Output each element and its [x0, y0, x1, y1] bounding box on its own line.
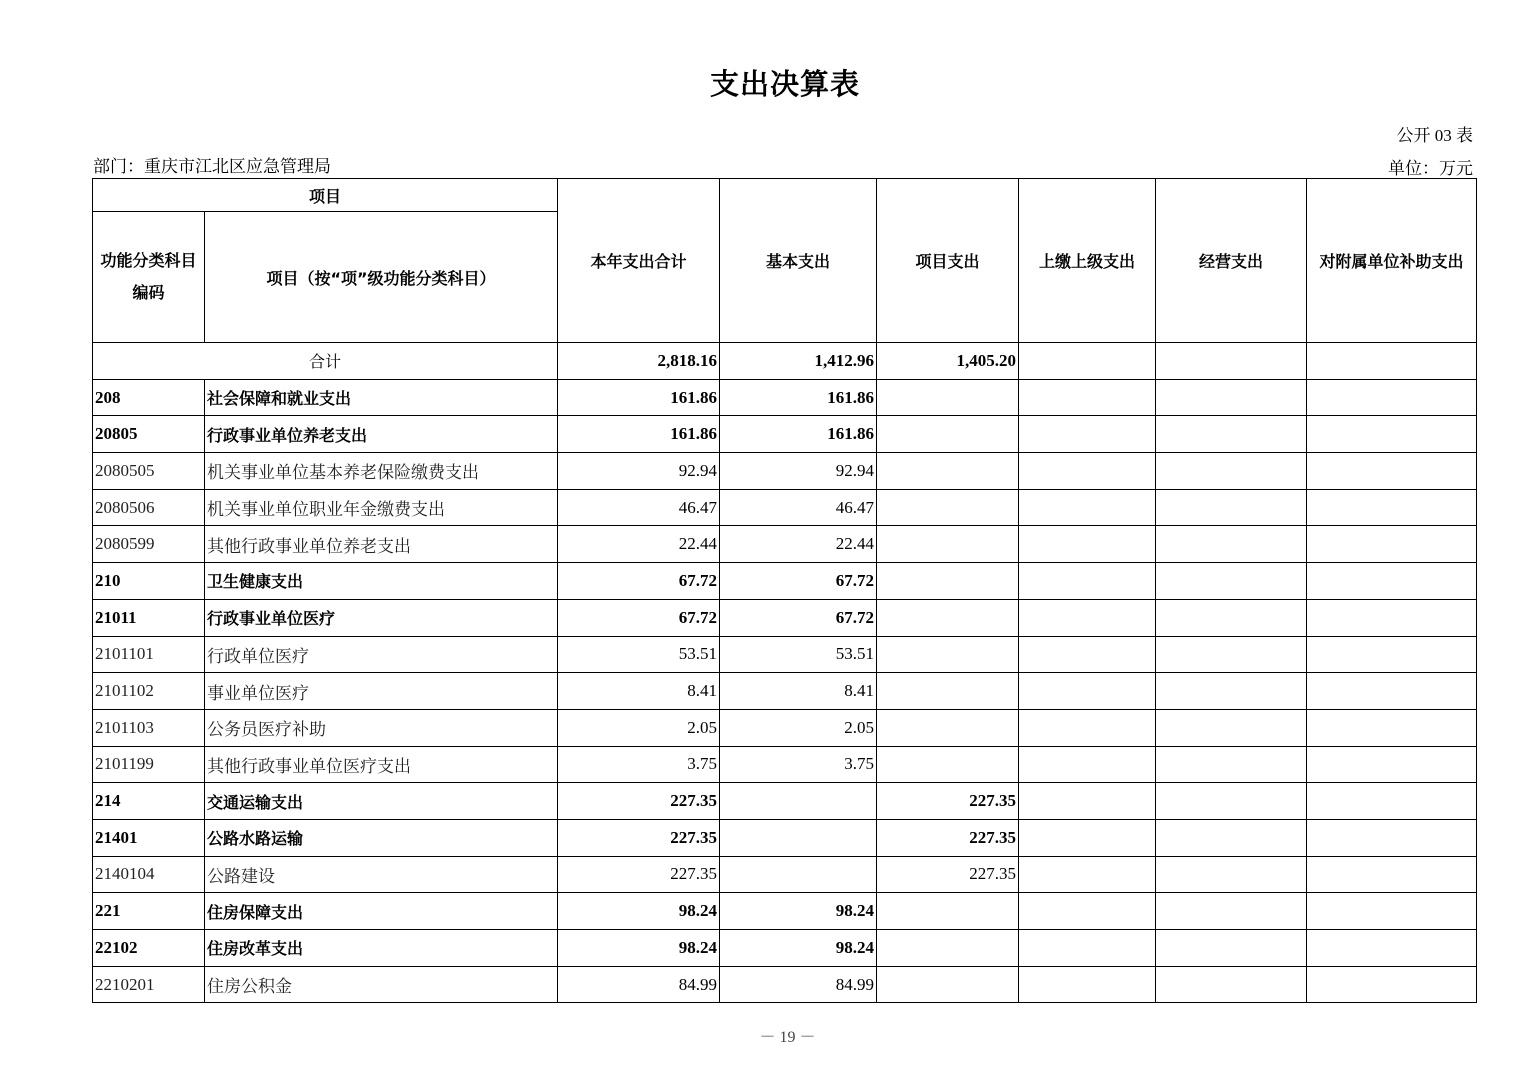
row-name: 卫生健康支出 — [205, 563, 558, 600]
row-basic: 84.99 — [720, 966, 877, 1003]
row-business — [1156, 453, 1307, 490]
row-business — [1156, 563, 1307, 600]
total-upper — [1019, 343, 1156, 380]
row-code: 2080505 — [93, 453, 205, 490]
table-row — [93, 856, 1477, 893]
row-project — [877, 893, 1019, 930]
row-upper — [1019, 636, 1156, 673]
row-code: 2101103 — [93, 709, 205, 746]
row-upper — [1019, 673, 1156, 710]
total-row — [93, 343, 1477, 380]
row-code: 2080599 — [93, 526, 205, 563]
row-subsidy — [1307, 599, 1477, 636]
row-upper — [1019, 966, 1156, 1003]
row-basic — [720, 783, 877, 820]
row-project — [877, 563, 1019, 600]
header-upper-level: 上缴上级支出 — [1019, 179, 1156, 343]
row-subsidy — [1307, 453, 1477, 490]
row-subsidy — [1307, 636, 1477, 673]
row-name: 住房保障支出 — [205, 893, 558, 930]
total-project: 1,405.20 — [877, 343, 1019, 380]
header-project: 项目 — [93, 179, 558, 212]
row-total: 67.72 — [558, 563, 720, 600]
header-project-expenditure: 项目支出 — [877, 179, 1019, 343]
page-number: － 19 － — [759, 1029, 816, 1046]
table-row — [93, 930, 1477, 967]
row-project — [877, 746, 1019, 783]
total-basic: 1,412.96 — [720, 343, 877, 380]
row-code: 20805 — [93, 416, 205, 453]
row-upper — [1019, 453, 1156, 490]
form-number: 公开 03 表 — [1396, 126, 1473, 145]
row-name: 社会保障和就业支出 — [205, 379, 558, 416]
row-project — [877, 930, 1019, 967]
row-upper — [1019, 930, 1156, 967]
row-subsidy — [1307, 489, 1477, 526]
row-name: 公务员医疗补助 — [205, 709, 558, 746]
row-upper — [1019, 783, 1156, 820]
row-code: 2101101 — [93, 636, 205, 673]
row-total: 53.51 — [558, 636, 720, 673]
row-business — [1156, 783, 1307, 820]
row-name: 交通运输支出 — [205, 783, 558, 820]
row-upper — [1019, 379, 1156, 416]
row-upper — [1019, 819, 1156, 856]
row-project — [877, 489, 1019, 526]
row-basic: 53.51 — [720, 636, 877, 673]
row-basic: 161.86 — [720, 379, 877, 416]
row-name: 其他行政事业单位医疗支出 — [205, 746, 558, 783]
row-total: 8.41 — [558, 673, 720, 710]
row-project — [877, 453, 1019, 490]
row-name: 机关事业单位基本养老保险缴费支出 — [205, 453, 558, 490]
row-total: 227.35 — [558, 783, 720, 820]
row-basic: 3.75 — [720, 746, 877, 783]
row-name: 行政单位医疗 — [205, 636, 558, 673]
table-row — [93, 783, 1477, 820]
row-business — [1156, 526, 1307, 563]
table-row — [93, 636, 1477, 673]
table-row — [93, 746, 1477, 783]
header-code: 功能分类科目编码 — [93, 212, 205, 343]
row-subsidy — [1307, 746, 1477, 783]
row-code: 210 — [93, 563, 205, 600]
row-name: 事业单位医疗 — [205, 673, 558, 710]
row-basic: 67.72 — [720, 563, 877, 600]
row-basic: 161.86 — [720, 416, 877, 453]
row-project — [877, 966, 1019, 1003]
table-row — [93, 526, 1477, 563]
row-basic: 46.47 — [720, 489, 877, 526]
department-label: 部门：重庆市江北区应急管理局 — [93, 157, 331, 176]
row-subsidy — [1307, 563, 1477, 600]
row-total: 92.94 — [558, 453, 720, 490]
row-code: 2080506 — [93, 489, 205, 526]
row-total: 2.05 — [558, 709, 720, 746]
row-total: 67.72 — [558, 599, 720, 636]
row-code: 221 — [93, 893, 205, 930]
table-row — [93, 416, 1477, 453]
row-project: 227.35 — [877, 856, 1019, 893]
table-row — [93, 489, 1477, 526]
row-project — [877, 636, 1019, 673]
row-code: 208 — [93, 379, 205, 416]
total-amount: 2,818.16 — [558, 343, 720, 380]
row-code: 2210201 — [93, 966, 205, 1003]
header-business: 经营支出 — [1156, 179, 1307, 343]
row-code: 214 — [93, 783, 205, 820]
row-name: 行政事业单位医疗 — [205, 599, 558, 636]
table-row — [93, 893, 1477, 930]
total-label: 合计 — [93, 343, 558, 380]
row-business — [1156, 379, 1307, 416]
row-subsidy — [1307, 819, 1477, 856]
row-basic: 8.41 — [720, 673, 877, 710]
table-row — [93, 599, 1477, 636]
row-subsidy — [1307, 893, 1477, 930]
row-business — [1156, 636, 1307, 673]
table-row — [93, 709, 1477, 746]
row-name: 住房公积金 — [205, 966, 558, 1003]
row-subsidy — [1307, 526, 1477, 563]
row-basic: 98.24 — [720, 930, 877, 967]
header-name: 项目（按“项”级功能分类科目） — [205, 212, 558, 343]
table-row — [93, 966, 1477, 1003]
row-name: 机关事业单位职业年金缴费支出 — [205, 489, 558, 526]
row-total: 227.35 — [558, 819, 720, 856]
row-upper — [1019, 746, 1156, 783]
row-business — [1156, 893, 1307, 930]
row-name: 公路建设 — [205, 856, 558, 893]
row-project — [877, 526, 1019, 563]
total-subsidy — [1307, 343, 1477, 380]
row-business — [1156, 856, 1307, 893]
row-total: 161.86 — [558, 379, 720, 416]
row-project: 227.35 — [877, 819, 1019, 856]
row-basic: 67.72 — [720, 599, 877, 636]
row-basic — [720, 856, 877, 893]
row-subsidy — [1307, 379, 1477, 416]
row-name: 公路水路运输 — [205, 819, 558, 856]
row-business — [1156, 819, 1307, 856]
row-subsidy — [1307, 709, 1477, 746]
row-upper — [1019, 893, 1156, 930]
row-business — [1156, 930, 1307, 967]
row-business — [1156, 746, 1307, 783]
row-business — [1156, 966, 1307, 1003]
row-total: 22.44 — [558, 526, 720, 563]
row-project — [877, 379, 1019, 416]
row-upper — [1019, 563, 1156, 600]
row-code: 21011 — [93, 599, 205, 636]
row-total: 98.24 — [558, 930, 720, 967]
header-subsidy: 对附属单位补助支出 — [1307, 179, 1477, 343]
row-upper — [1019, 709, 1156, 746]
row-subsidy — [1307, 930, 1477, 967]
row-basic: 92.94 — [720, 453, 877, 490]
row-total: 3.75 — [558, 746, 720, 783]
header-basic: 基本支出 — [720, 179, 877, 343]
table-row — [93, 819, 1477, 856]
row-subsidy — [1307, 783, 1477, 820]
row-code: 2101199 — [93, 746, 205, 783]
unit-label: 单位：万元 — [1388, 159, 1473, 178]
row-total: 84.99 — [558, 966, 720, 1003]
row-business — [1156, 599, 1307, 636]
table-row — [93, 673, 1477, 710]
row-project — [877, 599, 1019, 636]
row-code: 22102 — [93, 930, 205, 967]
row-basic: 98.24 — [720, 893, 877, 930]
row-subsidy — [1307, 673, 1477, 710]
row-total: 161.86 — [558, 416, 720, 453]
row-total: 227.35 — [558, 856, 720, 893]
row-basic: 22.44 — [720, 526, 877, 563]
row-code: 2101102 — [93, 673, 205, 710]
row-total: 98.24 — [558, 893, 720, 930]
row-name: 住房改革支出 — [205, 930, 558, 967]
row-upper — [1019, 599, 1156, 636]
row-project — [877, 709, 1019, 746]
total-business — [1156, 343, 1307, 380]
row-business — [1156, 709, 1307, 746]
expenditure-table — [92, 178, 1477, 1003]
page-title: 支出决算表 — [709, 69, 860, 101]
row-name: 行政事业单位养老支出 — [205, 416, 558, 453]
row-project: 227.35 — [877, 783, 1019, 820]
table-row — [93, 379, 1477, 416]
row-subsidy — [1307, 416, 1477, 453]
table-row — [93, 453, 1477, 490]
row-business — [1156, 416, 1307, 453]
row-code: 2140104 — [93, 856, 205, 893]
row-upper — [1019, 526, 1156, 563]
row-project — [877, 416, 1019, 453]
row-upper — [1019, 416, 1156, 453]
row-project — [877, 673, 1019, 710]
row-code: 21401 — [93, 819, 205, 856]
row-subsidy — [1307, 966, 1477, 1003]
header-total: 本年支出合计 — [558, 179, 720, 343]
row-upper — [1019, 489, 1156, 526]
row-name: 其他行政事业单位养老支出 — [205, 526, 558, 563]
row-total: 46.47 — [558, 489, 720, 526]
table-row — [93, 563, 1477, 600]
row-basic — [720, 819, 877, 856]
row-basic: 2.05 — [720, 709, 877, 746]
row-subsidy — [1307, 856, 1477, 893]
row-business — [1156, 489, 1307, 526]
row-business — [1156, 673, 1307, 710]
row-upper — [1019, 856, 1156, 893]
